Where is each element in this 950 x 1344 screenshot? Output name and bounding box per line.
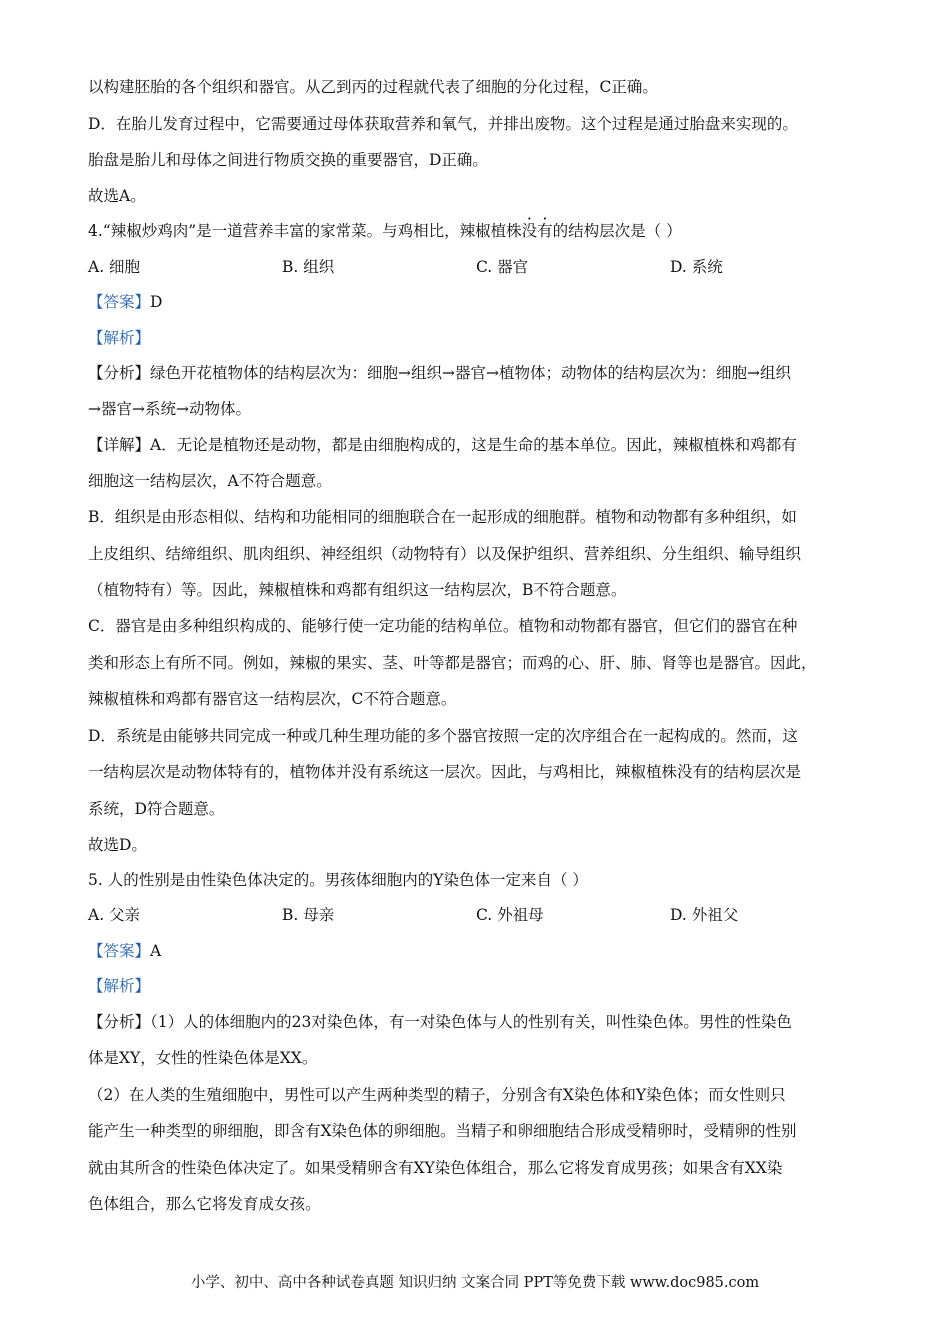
- answer-line: [88, 292, 162, 312]
- text-line: B．组织是由形态相似、结构和功能相同的细胞联合在一起形成的细胞群。植物和动物都有多种组织，如: [88, 508, 797, 526]
- analysis-sub-tag: 【分析】: [88, 364, 151, 382]
- emphasis-char: 有: [537, 222, 553, 240]
- answer-value: A: [150, 942, 162, 960]
- answer-tag: 【答案】: [88, 293, 151, 311]
- text-line: 能产生一种类型的卵细胞，即含有X染色体的卵细胞。当精子和卵细胞结合形成受精卵时，受精卵的性别: [88, 1122, 797, 1140]
- text-span: A．无论是植物还是动物，都是由细胞构成的，这是生命的基本单位。因此，辣椒植株和鸡都有: [150, 436, 797, 454]
- analysis-tag: 【解析】: [88, 329, 151, 347]
- option-a: A. 父亲: [88, 906, 141, 924]
- text-line: 体是XY，女性的性染色体是XX。: [88, 1049, 318, 1067]
- text-line: [88, 435, 797, 455]
- answer-line: [88, 941, 161, 961]
- text-line: [88, 1012, 792, 1032]
- text-line: 系统，D符合题意。: [88, 800, 225, 818]
- question-4-stem: 4.“辣椒炒鸡肉”是一道营养丰富的家常菜。与鸡相比，辣椒植株: [88, 222, 522, 240]
- detail-tag: 【详解】: [88, 436, 151, 454]
- text-line: 辣椒植株和鸡都有器官这一结构层次，C不符合题意。: [88, 690, 457, 708]
- answer-tag: 【答案】: [88, 942, 151, 960]
- text-line: 以构建胚胎的各个组织和器官。从乙到丙的过程就代表了细胞的分化过程，C正确。: [88, 78, 658, 96]
- text-line: →器官→系统→动物体。: [88, 400, 251, 418]
- option-d: D. 系统: [670, 258, 723, 276]
- analysis-tag: 【解析】: [88, 977, 151, 995]
- question-5: 5. 人的性别是由性染色体决定的。男孩体细胞内的Y染色体一定来自（ ）: [88, 871, 588, 889]
- text-line: [88, 363, 791, 383]
- text-line: 故选D。: [88, 836, 147, 854]
- text-line: 色体组合，那么它将发育成女孩。: [88, 1195, 321, 1213]
- text-span: 绿色开花植物体的结构层次为：细胞→组织→器官→植物体；动物体的结构层次为：细胞→组织: [150, 364, 791, 382]
- text-line: 类和形态上有所不同。例如，辣椒的果实、茎、叶等都是器官；而鸡的心、肝、肺、肾等也是器官。因此，: [88, 654, 817, 672]
- question-4-stem-end: 的结构层次是（ ）: [552, 222, 682, 240]
- text-span: （1）人的体细胞内的23对染色体，有一对染色体与人的性别有关，叫性染色体。男性的性染色: [150, 1013, 792, 1031]
- option-b: B. 组织: [282, 258, 335, 276]
- emphasis-char: 没: [521, 222, 538, 240]
- option-c: C. 外祖母: [476, 906, 544, 924]
- text-line: C．器官是由多种组织构成的、能够行使一定功能的结构单位。植物和动物都有器官，但它们的器官在种: [88, 617, 798, 635]
- text-line: D．系统是由能够共同完成一种或几种生理功能的多个器官按照一定的次序组合在一起构成的。然而，这: [88, 727, 798, 745]
- text-line: （植物特有）等。因此，辣椒植株和鸡都有组织这一结构层次，B不符合题意。: [88, 581, 627, 599]
- text-line: 上皮组织、结缔组织、肌肉组织、神经组织（动物特有）以及保护组织、营养组织、分生组织、输导组织: [88, 545, 802, 563]
- option-d: D. 外祖父: [670, 906, 739, 924]
- text-line: （2）在人类的生殖细胞中，男性可以产生两种类型的精子，分别含有X染色体和Y染色体；而女性则只: [88, 1086, 786, 1104]
- answer-value: D: [150, 293, 163, 311]
- option-a: A. 细胞: [88, 258, 141, 276]
- question-4: [88, 221, 682, 241]
- option-c: C. 器官: [476, 258, 529, 276]
- text-line: 故选A。: [88, 187, 146, 205]
- text-line: D．在胎儿发育过程中，它需要通过母体获取营养和氧气，并排出废物。这个过程是通过胎盘来实现的。: [88, 115, 798, 133]
- text-line: 就由其所含的性染色体决定了。如果受精卵含有XY染色体组合，那么它将发育成男孩；如果含有XX染: [88, 1159, 783, 1177]
- page-footer: 小学、初中、高中各种试卷真题 知识归纳 文案合同 PPT等免费下载 www.doc985.com: [190, 1275, 760, 1291]
- option-b: B. 母亲: [282, 906, 335, 924]
- analysis-sub-tag: 【分析】: [88, 1013, 151, 1031]
- text-line: 细胞这一结构层次，A不符合题意。: [88, 472, 332, 490]
- text-line: 胎盘是胎儿和母体之间进行物质交换的重要器官，D正确。: [88, 151, 488, 169]
- text-line: 一结构层次是动物体特有的，植物体并没有系统这一层次。因此，与鸡相比，辣椒植株没有的结构层次是: [88, 763, 802, 781]
